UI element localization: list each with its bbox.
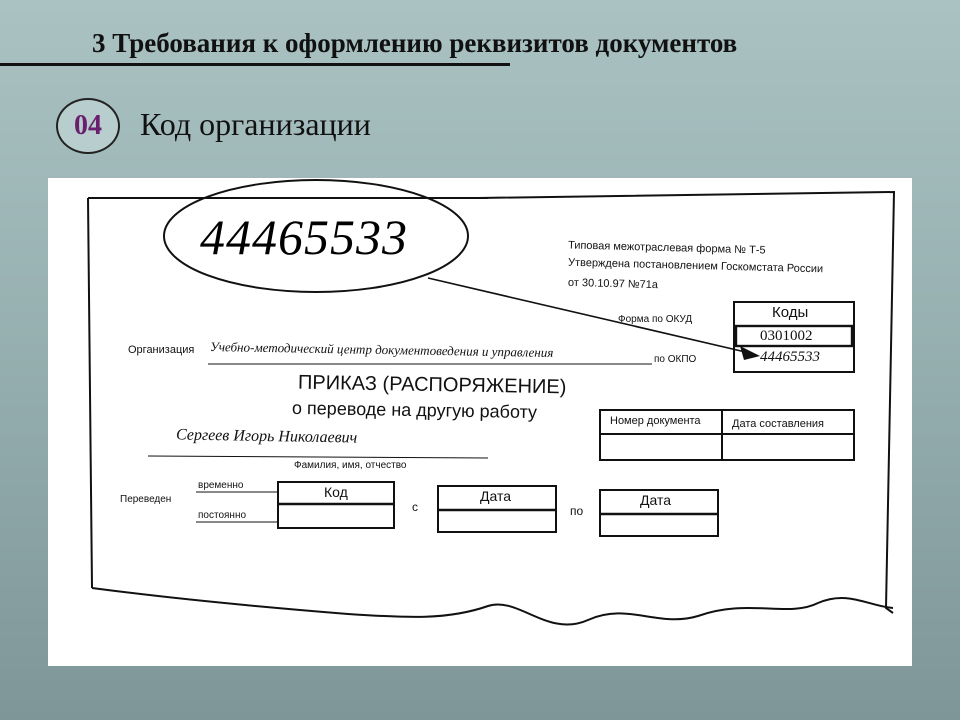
permanently-label: постоянно: [198, 510, 247, 521]
form-scan: [48, 178, 912, 666]
org-code-highlight: 44465533: [200, 209, 408, 265]
fio-caption: Фамилия, имя, отчество: [294, 460, 407, 471]
doc-date-header: Дата составления: [732, 418, 824, 430]
doc-subtitle: о переводе на другую работу: [291, 397, 538, 423]
employee-name: Сергеев Игорь Николаевич: [175, 426, 358, 447]
date-header-1: Дата: [480, 488, 512, 504]
org-value: Учебно-методический центр документоведения и управления: [209, 339, 554, 360]
okud-value: 0301002: [760, 328, 813, 344]
codes-header: Коды: [772, 304, 809, 321]
form-header-line-2: Утверждена постановлением Госкомстата России: [567, 256, 824, 276]
to-label: по: [570, 504, 584, 518]
from-label: с: [412, 500, 418, 514]
section-number-badge: 04: [56, 98, 120, 154]
doc-number-header: Номер документа: [610, 415, 701, 427]
section-subtitle: Код организации: [140, 106, 371, 142]
okpo-label: по ОКПО: [654, 354, 697, 365]
date-header-2: Дата: [640, 492, 672, 508]
temporarily-label: временно: [198, 480, 244, 491]
form-header-line-1: Типовая межотраслевая форма № Т-5: [567, 239, 766, 257]
slide-title: 3 Требования к оформлению реквизитов документов: [92, 28, 738, 58]
doc-title: ПРИКАЗ (РАСПОРЯЖЕНИЕ): [297, 371, 567, 399]
code-header: Код: [324, 484, 348, 500]
okpo-value: 44465533: [760, 349, 820, 365]
title-underline: [0, 63, 510, 66]
form-header-line-3: от 30.10.97 №71а: [567, 276, 659, 292]
okud-label: Форма по ОКУД: [618, 314, 693, 325]
org-label: Организация: [128, 344, 195, 356]
transferred-label: Переведен: [120, 494, 172, 505]
